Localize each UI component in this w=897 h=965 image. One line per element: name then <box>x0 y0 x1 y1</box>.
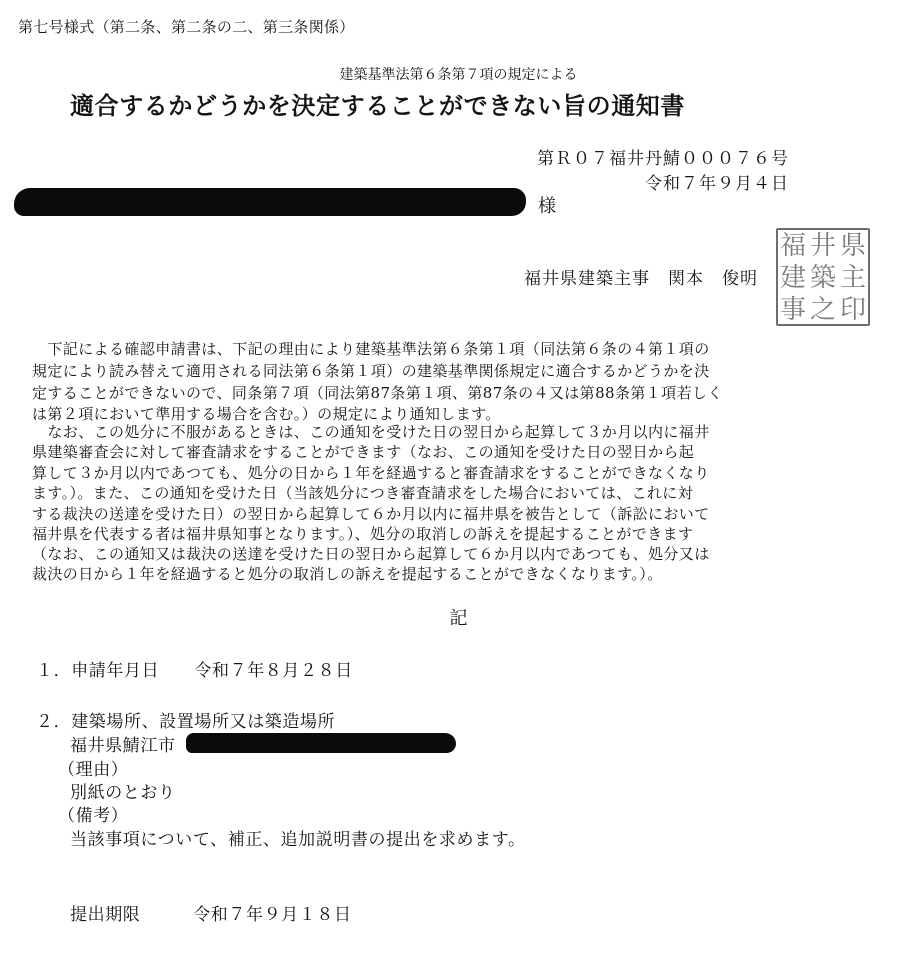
seal-char: 築 <box>809 263 836 293</box>
body-line: 県建築審査会に対して審査請求をすることができます（なお、この通知を受けた日の翌日から起 <box>32 443 695 461</box>
seal-char: 福 <box>779 231 806 261</box>
application-date-line: １．申請年月日 令和７年８月２８日 <box>36 661 353 681</box>
body-line: 裁決の日から１年を経過すると処分の取消しの訴えを提起することができなくなります。）。 <box>32 565 663 583</box>
official-seal <box>776 228 870 326</box>
body-line: なお、この処分に不服があるときは、この通知を受けた日の翌日から起算して３か月以内に福井 <box>32 423 710 441</box>
document-date: 令和７年９月４日 <box>645 174 789 194</box>
seal-char: 事 <box>779 295 806 325</box>
body-line: 下記による確認申請書は、下記の理由により建築基準法第６条第１項（同法第６条の４第１項の <box>32 340 710 358</box>
deadline-line: 提出期限 令和７年９月１８日 <box>70 905 352 925</box>
seal-char: 井 <box>809 231 836 261</box>
remarks-value: 当該事項について、補正、追加説明書の提出を求めます。 <box>70 830 526 850</box>
remarks-label: （備考） <box>58 806 129 826</box>
reason-label: （理由） <box>58 760 129 780</box>
body-line: 規定により読み替えて適用される同法第６条第１項）の建築基準関係規定に適合するかどうかを決 <box>32 362 710 380</box>
document-number: 第Ｒ０７福井丹鯖０００７６号 <box>537 149 789 169</box>
record-heading: 記 <box>449 608 468 629</box>
recipient-redaction <box>14 188 526 216</box>
body-line: する裁決の送達を受けた日）の翌日から起算して６か月以内に福井県を被告として（訴訟において <box>32 505 710 523</box>
seal-char: 印 <box>839 295 866 325</box>
address-redaction <box>186 733 456 753</box>
location-heading: ２．建築場所、設置場所又は築造場所 <box>36 712 336 732</box>
location-value: 福井県鯖江市 <box>70 736 176 756</box>
body-line: 算して３か月以内であつても、処分の日から１年を経過すると審査請求をすることができなくなり <box>32 464 710 482</box>
document-title: 適合するかどうかを決定することができない旨の通知書 <box>70 92 685 120</box>
body-line: ます。）。また、この通知を受けた日（当該処分につき審査請求をした場合においては、これに対 <box>32 484 694 502</box>
form-number: 第七号様式（第二条、第二条の二、第三条関係） <box>18 18 355 36</box>
recipient-honorific: 様 <box>538 196 556 217</box>
seal-char: 主 <box>839 263 866 293</box>
issuer-name: 福井県建築主事 関本 俊明 <box>524 269 758 289</box>
seal-char: 建 <box>779 263 806 293</box>
body-line: 定することができないので、同条第７項（同法第87条第１項、第87条の４又は第88条第１項若しく <box>32 384 723 402</box>
seal-char: 之 <box>809 295 836 325</box>
body-line: 福井県を代表する者は福井県知事となります。）、処分の取消しの訴えを提起することができます <box>32 525 694 543</box>
body-line: は第２項において準用する場合を含む。）の規定により通知します。 <box>32 405 501 423</box>
seal-char: 県 <box>839 231 866 261</box>
header-subtitle: 建築基準法第６条第７項の規定による <box>339 67 578 83</box>
body-line: （なお、この通知又は裁決の送達を受けた日の翌日から起算して６か月以内であつても、処分又は <box>32 545 710 563</box>
reason-value: 別紙のとおり <box>70 783 176 803</box>
